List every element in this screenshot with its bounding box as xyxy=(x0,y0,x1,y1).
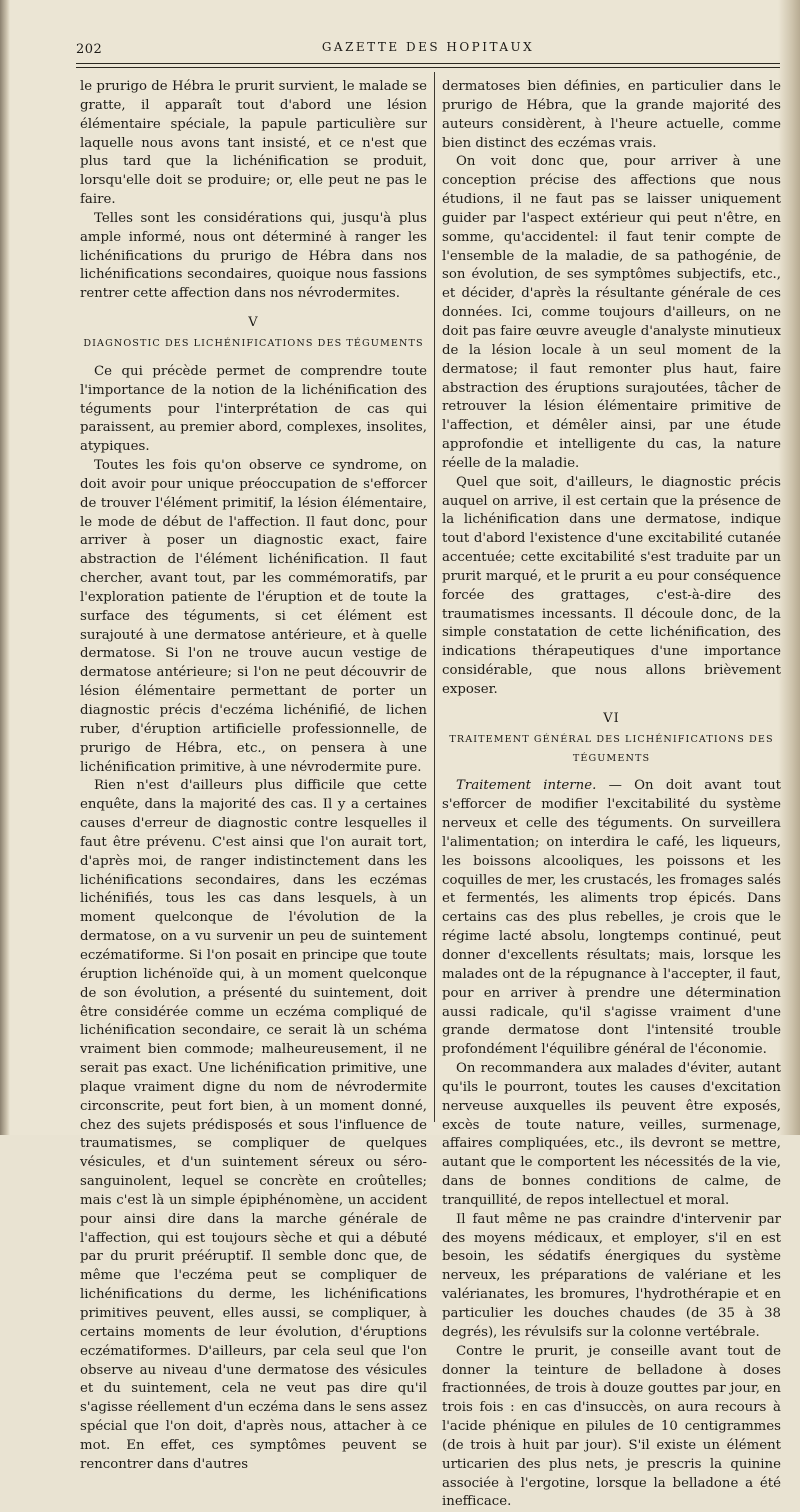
right-column xyxy=(442,78,781,1510)
subheading-italic: Traitement interne. xyxy=(456,778,597,794)
paragraph: On voit donc que, pour arriver à une conception précise des affections que nous étudions, il ne faut pas se laisser uniquement guider par l'aspect extérieur qui peut n'être, en somme, qu'accidentel: il faut tenir compte de l'ensemble de la maladie, de sa pathogénie, de son évolution, de ses symptômes subjectifs, etc., et décider, d'après la résultante générale de ces données. Ici, comme toujours d'ailleurs, on ne doit pas faire œuvre aveugle d'analyste minutieux de la lésion locale à un seul moment de la dermatose; il faut remonter plus haut, faire abstraction des éruptions surajoutées, tâcher de retrouver la lésion élémentaire primitive de l'affection, et démêler ainsi, par une étude approfondie et intelligente du cas, la nature réelle de la maladie. xyxy=(442,154,781,471)
page-number: 202 xyxy=(76,42,103,57)
paragraph: Quel que soit, d'ailleurs, le diagnostic précis auquel on arrive, il est certain que la présence de la lichénification dans une dermatose, indique tout d'abord l'existence d'une excitabilité cutanée accentuée; cette excitabilité s'est traduite par un prurit marqué, et le prurit a eu pour conséquence forcée des grattages, c'est-à-dire des traumatismes incessants. Il découle donc, de la simple constatation de cette lichénification, des indications thérapeutiques d'une importance considérable, que nous allons brièvement exposer. xyxy=(442,474,781,697)
section-heading: DIAGNOSTIC DES LICHÉNIFICATIONS DES TÉGUMENTS xyxy=(83,337,424,349)
paragraph: Telles sont les considérations qui, jusqu'à plus ample informé, nous ont déterminé à ranger les lichénifications du prurigo de Hébra dans nos lichénifications secondaires, quoique nous fassions rentrer cette affection dans nos névrodermites. xyxy=(80,210,427,302)
paragraph xyxy=(442,777,781,1060)
column-divider xyxy=(434,72,435,1122)
journal-title: GAZETTE DES HOPITAUX xyxy=(321,40,535,54)
paragraph: Contre le prurit, je conseille avant tout de donner la teinture de belladone à doses fractionnées, de trois à douze gouttes par jour, en trois fois : en cas d'insuccès, on aura recours à l'acide phénique en pilules de 10 centigrammes (de trois à huit par jour). S'il existe un élément urticarien des plus nets, je prescris la quinine associée à l'ergotine, lorsque la belladone a été inefficace. xyxy=(442,1343,781,1510)
paragraph: On recommandera aux malades d'éviter, autant qu'ils le pourront, toutes les causes d'excitation nerveuse auxquelles ils peuvent être exposés, excès de toute nature, veilles, surmenage, affaires compliquées, etc., ils devront se mettre, autant que le comportent les nécessités de la vie, dans de bonnes conditions de calme, de tranquillité, de repos intellectuel et moral. xyxy=(442,1061,781,1208)
left-column xyxy=(80,78,427,1472)
section-number: VI xyxy=(603,710,620,726)
page-header xyxy=(76,36,780,62)
header-rule-top xyxy=(76,63,780,64)
header-rule-bottom xyxy=(76,67,780,68)
paragraph: le prurigo de Hébra le prurit survient, le malade se gratte, il apparaît tout d'abord une lésion élémentaire spéciale, la papule particulière sur laquelle nous avons tant insisté, et ce n'est que plus tard que la lichénification se produit, lorsqu'elle doit se produire; or, elle peut ne pas le faire. xyxy=(80,79,427,208)
paragraph: Ce qui précède permet de comprendre toute l'importance de la notion de la lichénification des téguments pour l'interprétation de cas qui paraissent, au premier abord, complexes, insolites, atypiques. xyxy=(80,363,427,455)
section-heading: TRAITEMENT GÉNÉRAL DES LICHÉNIFICATIONS DES TÉGUMENTS xyxy=(449,733,774,764)
paragraph: Rien n'est d'ailleurs plus difficile que cette enquête, dans la majorité des cas. Il y a certaines causes d'erreur de diagnostic contre lesquelles il faut être prévenu. C'est ainsi que l'on aurait tort, d'après moi, de ranger indistinctement dans les lichénifications secondaires, dans les eczémas lichénifiés, tous les cas dans lesquels, à un moment quelconque de l'évolution de la dermatose, on a vu survenir un peu de suintement eczématiforme. Si l'on posait en principe que toute éruption lichénoïde qui, à un moment quelconque de son évolution, a présenté du suintement, doit être considérée comme un eczéma compliqué de lichénification secondaire, ce serait là un schéma vraiment bien commode; malheureusement, il ne serait pas exact. Une lichénification primitive, une plaque vraiment digne du nom de névrodermite circonscrite, peut fort bien, à un moment donné, chez des sujets prédisposés et sous l'influence de traumatismes, se compliquer de quelques vésicules, et d'un suintement séreux ou séro-sanguinolent, lequel se concrète en croûtelles; mais c'est là un simple épiphénomène, un accident pour ainsi dire dans la marche générale de l'affection, qui est toujours sèche et qui a débuté par du prurit prééruptif. Il semble donc que, de même que l'eczéma peut se compliquer de lichénifications du derme, les lichénifications primitives peuvent, elles aussi, se compliquer, à certains moments de leur évolution, d'éruptions eczématiformes. D'ailleurs, par cela seul que l'on observe au niveau d'une dermatose des vésicules et du suintement, cela ne veut pas dire qu'il s'agisse réellement d'un eczéma dans le sens assez spécial que l'on doit, d'après nous, attacher à ce mot. En effet, ces symptômes peuvent se rencontrer dans d'autres xyxy=(80,778,427,1472)
paragraph-text: — On doit avant tout s'efforcer de modifier l'excitabilité du système nerveux et celle des téguments. On surveillera l'alimentation; on interdira le café, les liqueurs, les boissons alcooliques, les poissons et les coquilles de mer, les crustacés, les fromages salés et fermentés, les aliments trop épicés. Dans certains cas des plus rebelles, je crois que le régime lacté absolu, longtemps continué, peut donner d'excellents résultats; mais, lorsque les malades ont de la répugnance à l'accepter, il faut, pour en arriver à prendre une détermination aussi radicale, qu'il s'agisse vraiment d'une grande dermatose dont l'intensité trouble profondément l'équilibre général de l'économie. xyxy=(442,778,781,1058)
binding-shadow xyxy=(0,0,10,1135)
paragraph: Il faut même ne pas craindre d'intervenir par des moyens médicaux, et employer, s'il en est besoin, les sédatifs énergiques du système nerveux, les préparations de valériane et les valérianates, les bromures, l'hydrothérapie et en particulier les douches chaudes (de 35 à 38 degrés), les révulsifs sur la colonne vertébrale. xyxy=(442,1211,781,1340)
section-number: V xyxy=(248,315,259,331)
page-edge-shadow xyxy=(778,0,800,1135)
paragraph: dermatoses bien définies, en particulier dans le prurigo de Hébra, que la grande majorité des auteurs considèrent, à l'heure actuelle, comme bien distinct des eczémas vrais. xyxy=(442,79,781,151)
paragraph: Toutes les fois qu'on observe ce syndrome, on doit avoir pour unique préoccupation de s'efforcer de trouver l'élément primitif, la lésion élémentaire, le mode de début de l'affection. Il faut donc, pour arriver à poser un diagnostic exact, faire abstraction de l'élément lichénification. Il faut chercher, avant tout, par les commémoratifs, par l'exploration patiente de l'éruption et de toute la surface des téguments, si cet élément est surajouté à une dermatose antérieure, et à quelle dermatose. Si l'on ne trouve aucun vestige de dermatose antérieure; si l'on ne peut découvrir de lésion élémentaire permettant de porter un diagnostic précis d'eczéma lichénifié, de lichen ruber, d'éruption artificielle professionnelle, de prurigo de Hébra, etc., on pensera à une lichénification primitive, à une névrodermite pure. xyxy=(80,458,427,775)
